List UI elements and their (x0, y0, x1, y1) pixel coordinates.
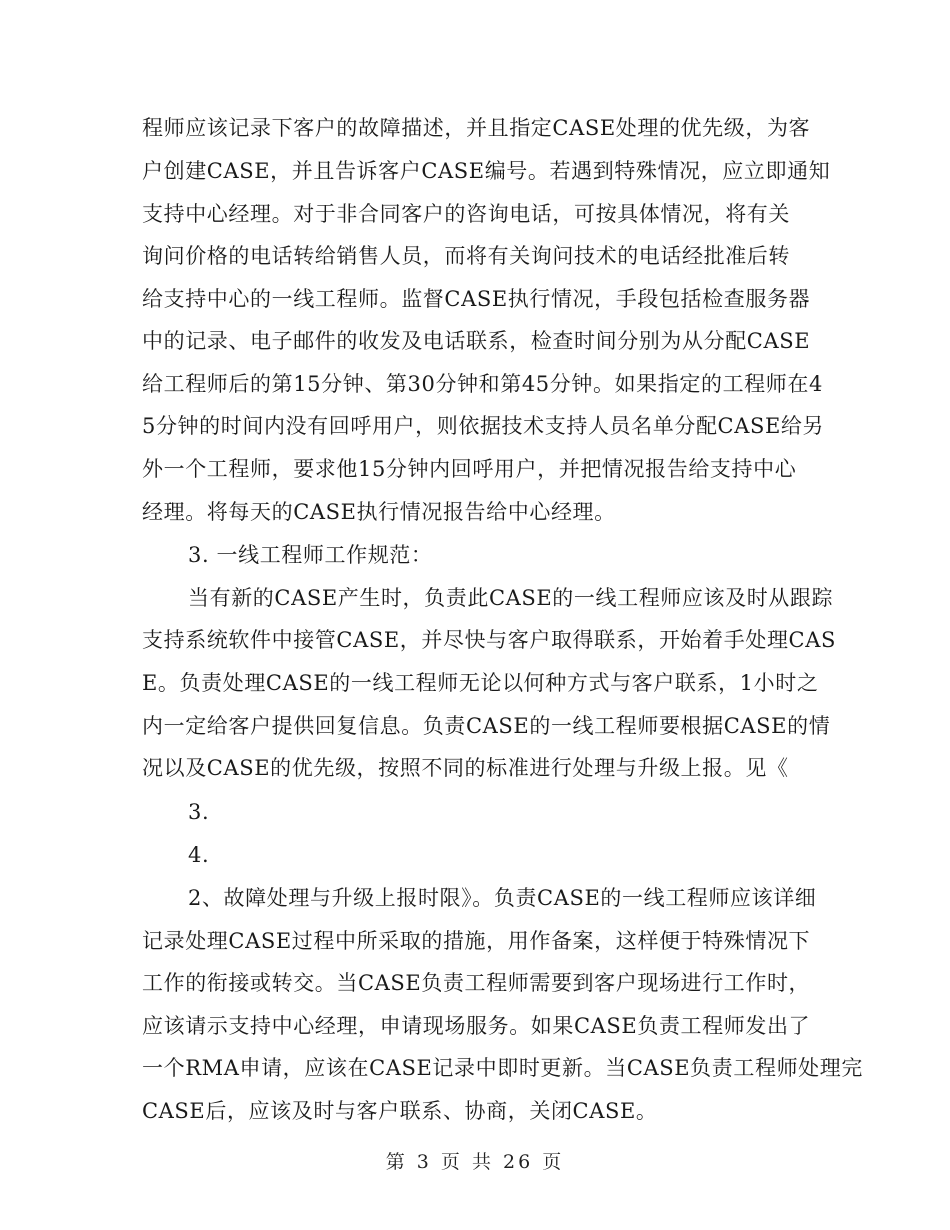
section-heading: 3. 一线工程师工作规范： (188, 543, 433, 567)
paragraph-line: 户创建CASE，并且告诉客户CASE编号。若遇到特殊情况，应立即通知 (142, 159, 831, 183)
paragraph-line: 应该请示支持中心经理，申请现场服务。如果CASE负责工程师发出了 (142, 1014, 811, 1038)
paragraph-line: 一个RMA申请，应该在CASE记录中即时更新。当CASE负责工程师处理完 (142, 1056, 863, 1080)
paragraph-line: CASE后，应该及时与客户联系、协商，关闭CASE。 (142, 1099, 658, 1123)
paragraph-line: 经理。将每天的CASE执行情况报告给中心经理。 (142, 500, 616, 524)
paragraph-line: 记录处理CASE过程中所采取的措施，用作备案，这样便于特殊情况下 (142, 929, 811, 953)
paragraph-line: 况以及CASE的优先级，按照不同的标准进行处理与升级上报。见《 (142, 756, 789, 780)
paragraph-line: 中的记录、电子邮件的收发及电话联系，检查时间分别为从分配CASE (142, 329, 811, 353)
paragraph-line: 程师应该记录下客户的故障描述，并且指定CASE处理的优先级，为客 (142, 116, 811, 140)
paragraph-line: 2、故障处理与升级上报时限》。负责CASE的一线工程师应该详细 (188, 886, 817, 910)
list-number: 3. (188, 800, 210, 824)
paragraph-line: 5分钟的时间内没有回呼用户，则依据技术支持人员名单分配CASE给另 (142, 414, 825, 438)
paragraph-line: 工作的衔接或转交。当CASE负责工程师需要到客户现场进行工作时， (142, 971, 811, 995)
paragraph-line: 支持系统软件中接管CASE，并尽快与客户取得联系，开始着手处理CAS (142, 628, 836, 652)
paragraph-line: 当有新的CASE产生时，负责此CASE的一线工程师应该及时从跟踪 (188, 586, 834, 610)
paragraph-line: 内一定给客户提供回复信息。负责CASE的一线工程师要根据CASE的情 (142, 714, 831, 738)
list-number: 4. (188, 843, 210, 867)
paragraph-line: 支持中心经理。对于非合同客户的咨询电话，可按具体情况，将有关 (142, 202, 790, 226)
paragraph-line: 外一个工程师，要求他15分钟内回呼用户，并把情况报告给支持中心 (142, 457, 797, 481)
paragraph-line: 给工程师后的第15分钟、第30分钟和第45分钟。如果指定的工程师在4 (142, 372, 823, 396)
paragraph-line: 询问价格的电话转给销售人员，而将有关询问技术的电话经批准后转 (142, 244, 790, 268)
page-number-footer: 第 3 页 共 26 页 (385, 1151, 565, 1173)
paragraph-line: E。负责处理CASE的一线工程师无论以何种方式与客户联系，1小时之 (142, 671, 819, 695)
paragraph-line: 给支持中心的一线工程师。监督CASE执行情况，手段包括检查服务器 (142, 287, 811, 311)
